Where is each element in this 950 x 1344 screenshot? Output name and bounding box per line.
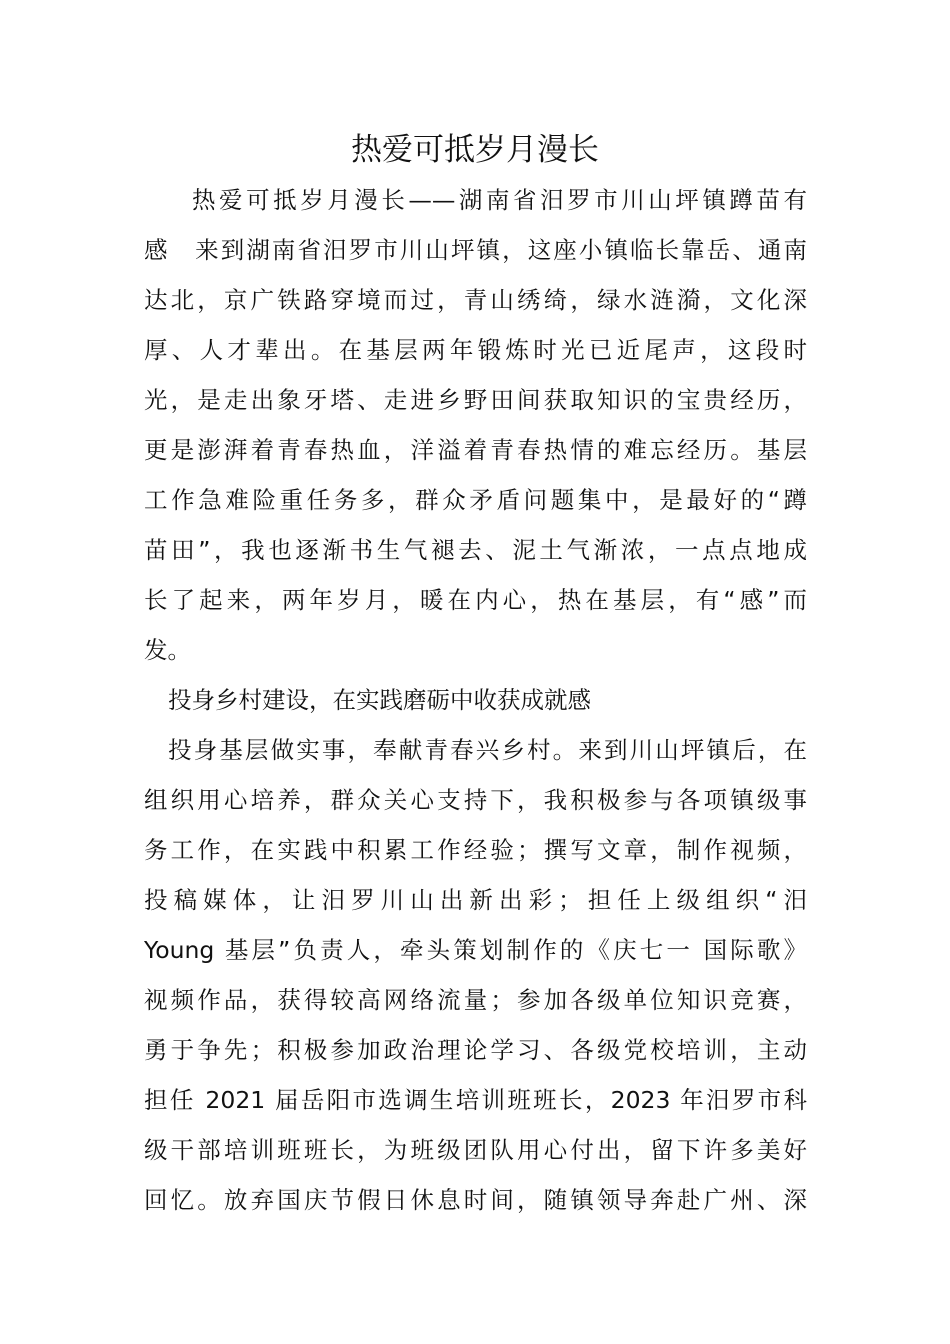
paragraph-line: 视频作品，获得较高网络流量；参加各级单位知识竞赛， xyxy=(144,986,807,1014)
paragraph-line: 感 来到湖南省汨罗市川山坪镇，这座小镇临长靠岳、通南 xyxy=(144,236,807,264)
paragraph-line: 组织用心培养，群众关心支持下，我积极参与各项镇级事 xyxy=(144,786,807,814)
paragraph-line: 投身基层做实事，奉献青春兴乡村。来到川山坪镇后，在 xyxy=(168,736,807,764)
paragraph-line: 发。 xyxy=(144,636,191,664)
document-title: 热爱可抵岁月漫长 xyxy=(351,132,599,168)
paragraph-line: 更是澎湃着青春热血，洋溢着青春热情的难忘经历。基层 xyxy=(144,436,807,464)
paragraph-line: 级干部培训班班长，为班级团队用心付出，留下许多美好 xyxy=(144,1136,807,1164)
paragraph-line: 务工作，在实践中积累工作经验；撰写文章，制作视频， xyxy=(144,836,807,864)
paragraph-line: 长了起来，两年岁月，暖在内心，热在基层，有“感”而 xyxy=(144,586,807,614)
paragraph-line: 勇于争先；积极参加政治理论学习、各级党校培训，主动 xyxy=(144,1036,807,1064)
paragraph-line: 热爱可抵岁月漫长——湖南省汨罗市川山坪镇蹲苗有 xyxy=(192,186,807,214)
paragraph-line: 厚、人才辈出。在基层两年锻炼时光已近尾声，这段时 xyxy=(144,336,807,364)
paragraph-line: 工作急难险重任务多，群众矛盾问题集中，是最好的“蹲 xyxy=(144,486,807,514)
paragraph-line: 投稿媒体，让汨罗川山出新出彩；担任上级组织“汨 xyxy=(144,886,807,914)
section-heading: 投身乡村建设，在实践磨砺中收获成就感 xyxy=(168,686,591,714)
paragraph-line: 苗田”，我也逐渐书生气褪去、泥土气渐浓，一点点地成 xyxy=(144,536,807,564)
paragraph-line: 达北，京广铁路穿境而过，青山绣绮，绿水涟漪，文化深 xyxy=(144,286,807,314)
paragraph-line: Young 基层”负责人，牵头策划制作的《庆七一 国际歌》 xyxy=(144,936,807,964)
paragraph-line: 担任 2021 届岳阳市选调生培训班班长，2023 年汨罗市科 xyxy=(144,1086,807,1114)
paragraph-line: 光，是走出象牙塔、走进乡野田间获取知识的宝贵经历， xyxy=(144,386,807,414)
paragraph-line: 回忆。放弃国庆节假日休息时间，随镇领导奔赴广州、深 xyxy=(144,1186,807,1214)
